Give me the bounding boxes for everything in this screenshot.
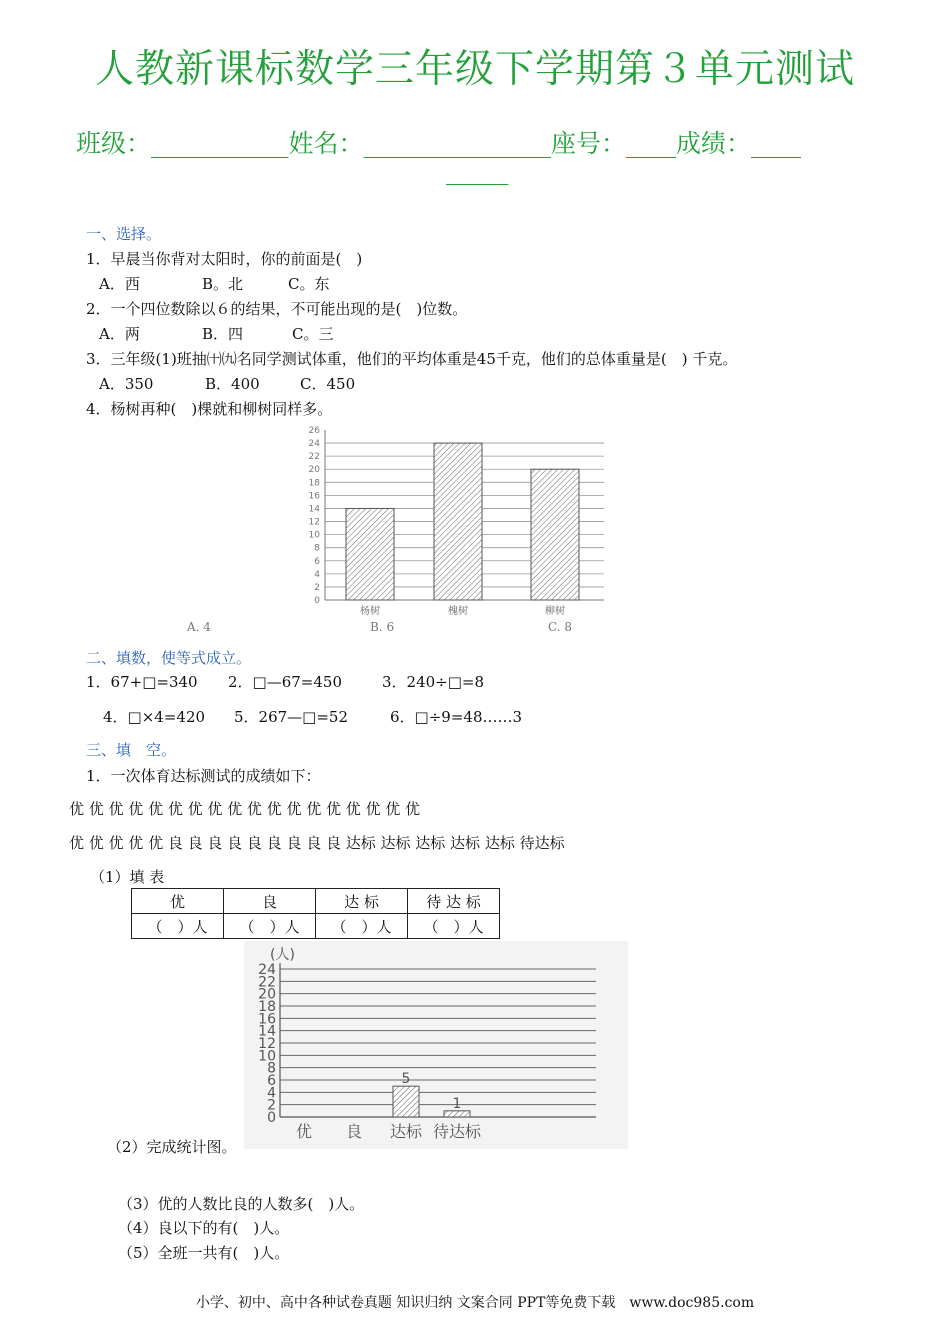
y-tick-label: 12 xyxy=(258,1036,276,1052)
y-tick-label: 24 xyxy=(258,962,276,978)
equation-6: 6．□÷9=48……3 xyxy=(390,708,523,726)
y-tick-label: 18 xyxy=(308,478,320,489)
x-category-label: 柳树 xyxy=(545,606,565,617)
y-tick-label: 2 xyxy=(267,1097,276,1114)
sub-question-3: （3）优的人数比良的人数多( )人。 xyxy=(118,1195,365,1213)
table-cell-good: （ ）人 xyxy=(224,914,316,939)
student-info-line-continued: _____ xyxy=(446,156,509,185)
option-1-1-c: C。东 xyxy=(288,275,330,293)
x-category-label: 杨树 xyxy=(360,606,380,617)
table-cell-excellent: （ ）人 xyxy=(132,914,224,939)
equation-5: 5．267—□=52 xyxy=(234,708,349,726)
equation-2: 2．□—67=450 xyxy=(228,673,343,691)
question-1-4: 4．杨树再种( )棵就和柳树同样多。 xyxy=(86,400,333,418)
y-tick-label: 26 xyxy=(308,426,320,436)
x-category-label: 优 xyxy=(295,1122,313,1141)
y-tick-label: 4 xyxy=(267,1085,276,1102)
y-tick-label: 20 xyxy=(308,465,320,476)
y-tick-label: 2 xyxy=(314,582,320,593)
y-tick-label: 0 xyxy=(314,596,320,606)
table-header-pass: 达 标 xyxy=(316,889,408,914)
table-header-excellent: 优 xyxy=(132,889,224,914)
sub-question-2: （2）完成统计图。 xyxy=(107,1138,237,1156)
y-tick-label: 8 xyxy=(267,1060,276,1077)
question-1-3: 3．三年级(1)班抽㈩㈨名同学测试体重，他们的平均体重是45千克，他们的总体重量是( ) 千克。 xyxy=(86,350,738,368)
scan-background xyxy=(244,941,628,1149)
y-tick-label: 20 xyxy=(258,986,276,1003)
section-1-heading: 一、选择。 xyxy=(86,225,162,243)
grade-bar-chart xyxy=(244,941,628,1149)
y-tick-label: 16 xyxy=(308,491,320,502)
option-1-3-b: B．400 xyxy=(205,375,260,393)
table-cell-not-pass: （ ）人 xyxy=(408,914,500,939)
question-1-1: 1．早晨当你背对太阳时，你的前面是( ) xyxy=(86,250,363,268)
question-1-2: 2．一个四位数除以６的结果，不可能出现的是( )位数。 xyxy=(86,300,468,318)
equation-4: 4．□×4=420 xyxy=(103,708,206,726)
option-1-3-a: A．350 xyxy=(99,375,154,393)
chart-option-a: A. 4 xyxy=(187,620,211,634)
option-1-3-c: C．450 xyxy=(300,375,356,393)
chart-option-b: B. 6 xyxy=(370,620,395,634)
y-tick-label: 16 xyxy=(258,1011,276,1028)
x-category-label: 良 xyxy=(345,1122,363,1141)
y-tick-label: 22 xyxy=(308,452,320,463)
bar-2 xyxy=(393,1086,419,1117)
section-3-heading: 三、填 空。 xyxy=(86,741,177,759)
table-header-not-pass: 待 达 标 xyxy=(408,889,500,914)
y-tick-label: 14 xyxy=(258,1023,276,1040)
option-1-2-a: A．两 xyxy=(99,325,140,343)
tree-bar-chart xyxy=(290,420,620,620)
table-header-good: 良 xyxy=(224,889,316,914)
chart-option-c: C. 8 xyxy=(548,620,573,634)
option-1-2-c: C。三 xyxy=(292,325,334,343)
bar-0 xyxy=(346,508,394,600)
grade-count-table xyxy=(131,888,500,939)
sub-question-1: （1）填 表 xyxy=(90,868,165,886)
grades-row-2: 优 优 优 优 优 良 良 良 良 良 良 良 良 良 达标 达标 达标 达标 达标 待达标 xyxy=(69,834,565,852)
x-category-label: 槐树 xyxy=(448,606,468,617)
equation-1: 1．67+□=340 xyxy=(86,673,198,691)
y-tick-label: 6 xyxy=(267,1073,276,1089)
y-tick-label: 6 xyxy=(314,556,320,567)
equation-3: 3．240÷□=8 xyxy=(382,673,485,691)
sub-question-5: （5）全班一共有( )人。 xyxy=(118,1244,290,1262)
bar-1 xyxy=(434,443,482,600)
page-title: 人教新课标数学三年级下学期第３单元测试 xyxy=(94,47,855,92)
option-1-1-b: B。北 xyxy=(202,275,244,293)
x-category-label: 达标 xyxy=(389,1122,423,1141)
y-tick-label: 10 xyxy=(308,530,320,541)
y-tick-label: 10 xyxy=(258,1048,276,1065)
option-1-1-a: A．西 xyxy=(99,275,140,293)
x-category-label: 待达标 xyxy=(432,1122,482,1141)
y-tick-label: 8 xyxy=(314,543,320,554)
y-tick-label: 18 xyxy=(258,999,276,1015)
grades-row-1: 优 优 优 优 优 优 优 优 优 优 优 优 优 优 优 优 优 优 xyxy=(69,800,421,818)
y-tick-label: 0 xyxy=(267,1110,276,1126)
option-1-2-b: B．四 xyxy=(202,325,244,343)
y-tick-label: 24 xyxy=(308,439,320,450)
y-tick-label: 12 xyxy=(308,517,320,528)
bar-2 xyxy=(531,469,579,600)
y-axis-unit-label: (人) xyxy=(270,947,295,963)
bar-data-label: 5 xyxy=(401,1071,411,1088)
table-cell-pass: （ ）人 xyxy=(316,914,408,939)
footer-text: 小学、初中、高中各种试卷真题 知识归纳 文案合同 PPT等免费下载 www.doc985.com xyxy=(195,1295,755,1311)
student-info-line: 班级：___________姓名：_______________座号：____成绩：____ xyxy=(76,129,802,158)
y-tick-label: 4 xyxy=(314,569,320,580)
question-3-1: 1．一次体育达标测试的成绩如下： xyxy=(86,767,321,785)
section-2-heading: 二、填数，使等式成立。 xyxy=(86,649,252,667)
y-tick-label: 14 xyxy=(308,504,320,515)
sub-question-4: （4）良以下的有( )人。 xyxy=(118,1219,290,1237)
y-tick-label: 22 xyxy=(258,974,276,991)
bar-data-label: 1 xyxy=(452,1095,462,1112)
